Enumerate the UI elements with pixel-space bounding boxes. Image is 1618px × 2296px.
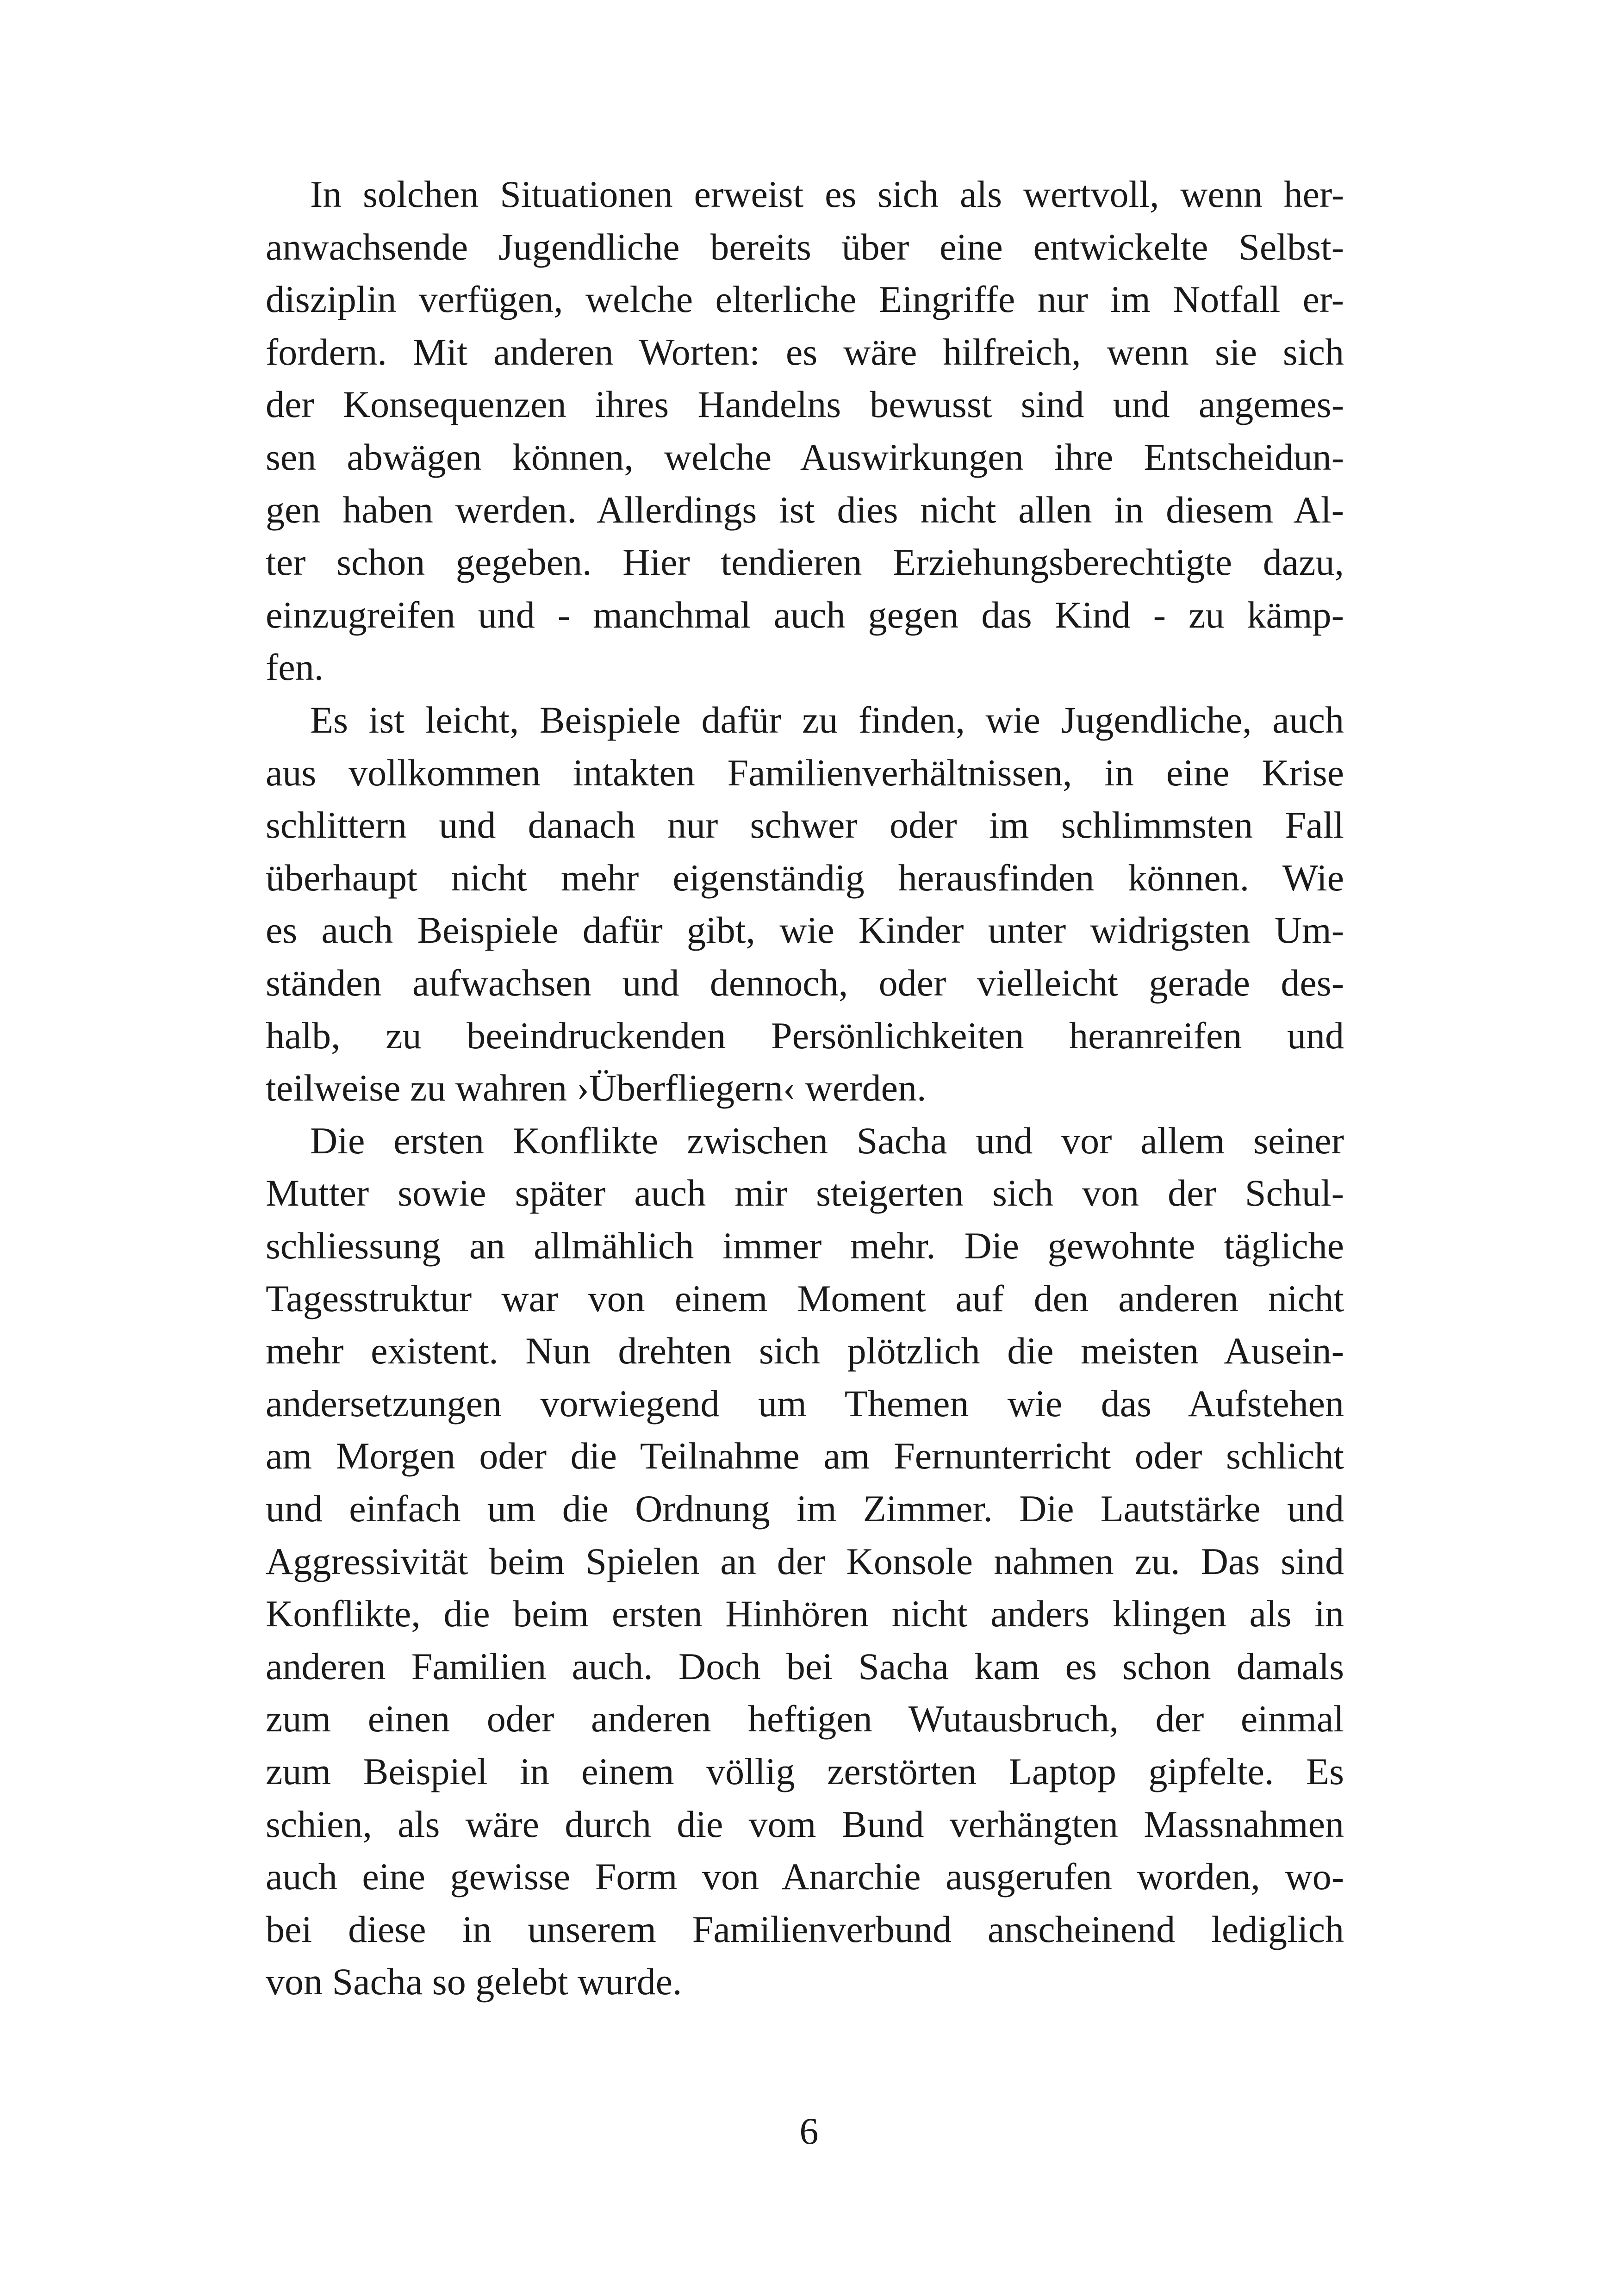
text-line: schlittern und danach nur schwer oder im schlimmsten Fall	[266, 804, 1344, 846]
text-line: ständen aufwachsen und dennoch, oder vielleicht gerade des-	[266, 962, 1344, 1004]
text-line: es auch Beispiele dafür gibt, wie Kinder unter widrigsten Um-	[266, 909, 1344, 952]
text-line: mehr existent. Nun drehten sich plötzlich die meisten Ausein-	[266, 1330, 1344, 1372]
text-line: Die ersten Konflikte zwischen Sacha und vor allem seiner	[310, 1119, 1344, 1162]
text-line: von Sacha so gelebt wurde.	[266, 1960, 682, 2003]
text-line: Tagesstruktur war von einem Moment auf den anderen nicht	[266, 1277, 1344, 1319]
text-line: anwachsende Jugendliche bereits über eine entwickelte Selbst-	[266, 225, 1344, 268]
text-line: schliessung an allmählich immer mehr. Die gewohnte tägliche	[266, 1225, 1344, 1267]
text-line: und einfach um die Ordnung im Zimmer. Die Lautstärke und	[266, 1487, 1344, 1530]
text-line: zum Beispiel in einem völlig zerstörten Laptop gipfelte. Es	[266, 1750, 1344, 1792]
text-line: Konflikte, die beim ersten Hinhören nicht anders klingen als in	[266, 1593, 1344, 1635]
text-line: fordern. Mit anderen Worten: es wäre hilfreich, wenn sie sich	[266, 330, 1344, 373]
text-line: sen abwägen können, welche Auswirkungen ihre Entscheidun-	[266, 436, 1344, 478]
text-line: disziplin verfügen, welche elterliche Eingriffe nur im Notfall er-	[266, 278, 1344, 321]
text-line: ter schon gegeben. Hier tendieren Erziehungsberechtigte dazu,	[266, 541, 1344, 584]
text-line: bei diese in unserem Familienverbund anscheinend lediglich	[266, 1908, 1344, 1950]
text-line: der Konsequenzen ihres Handelns bewusst sind und angemes-	[266, 383, 1344, 426]
text-line: andersetzungen vorwiegend um Themen wie das Aufstehen	[266, 1382, 1344, 1425]
text-line: aus vollkommen intakten Familienverhältnissen, in eine Krise	[266, 751, 1344, 794]
text-line: schien, als wäre durch die vom Bund verhängten Massnahmen	[266, 1803, 1344, 1845]
text-line: teilweise zu wahren ›Überfliegern‹ werden.	[266, 1067, 927, 1109]
text-line: auch eine gewisse Form von Anarchie ausgerufen worden, wo-	[266, 1855, 1344, 1898]
text-line: Mutter sowie später auch mir steigerten sich von der Schul-	[266, 1172, 1344, 1214]
text-line: gen haben werden. Allerdings ist dies nicht allen in diesem Al-	[266, 488, 1344, 531]
text-line: fen.	[266, 646, 324, 689]
text-line: zum einen oder anderen heftigen Wutausbruch, der einmal	[266, 1698, 1344, 1740]
text-line: Aggressivität beim Spielen an der Konsole nahmen zu. Das sind	[266, 1540, 1344, 1582]
text-line: anderen Familien auch. Doch bei Sacha kam es schon damals	[266, 1645, 1344, 1687]
text-line: In solchen Situationen erweist es sich als wertvoll, wenn her-	[310, 173, 1344, 215]
text-line: Es ist leicht, Beispiele dafür zu finden, wie Jugendliche, auch	[310, 699, 1344, 741]
text-line: halb, zu beeindruckenden Persönlichkeiten heranreifen und	[266, 1014, 1344, 1057]
text-line: überhaupt nicht mehr eigenständig herausfinden können. Wie	[266, 856, 1344, 899]
page-number: 6	[799, 2110, 819, 2152]
text-line: am Morgen oder die Teilnahme am Fernunterricht oder schlicht	[266, 1435, 1344, 1477]
text-line: einzugreifen und - manchmal auch gegen das Kind - zu kämp-	[266, 593, 1344, 636]
